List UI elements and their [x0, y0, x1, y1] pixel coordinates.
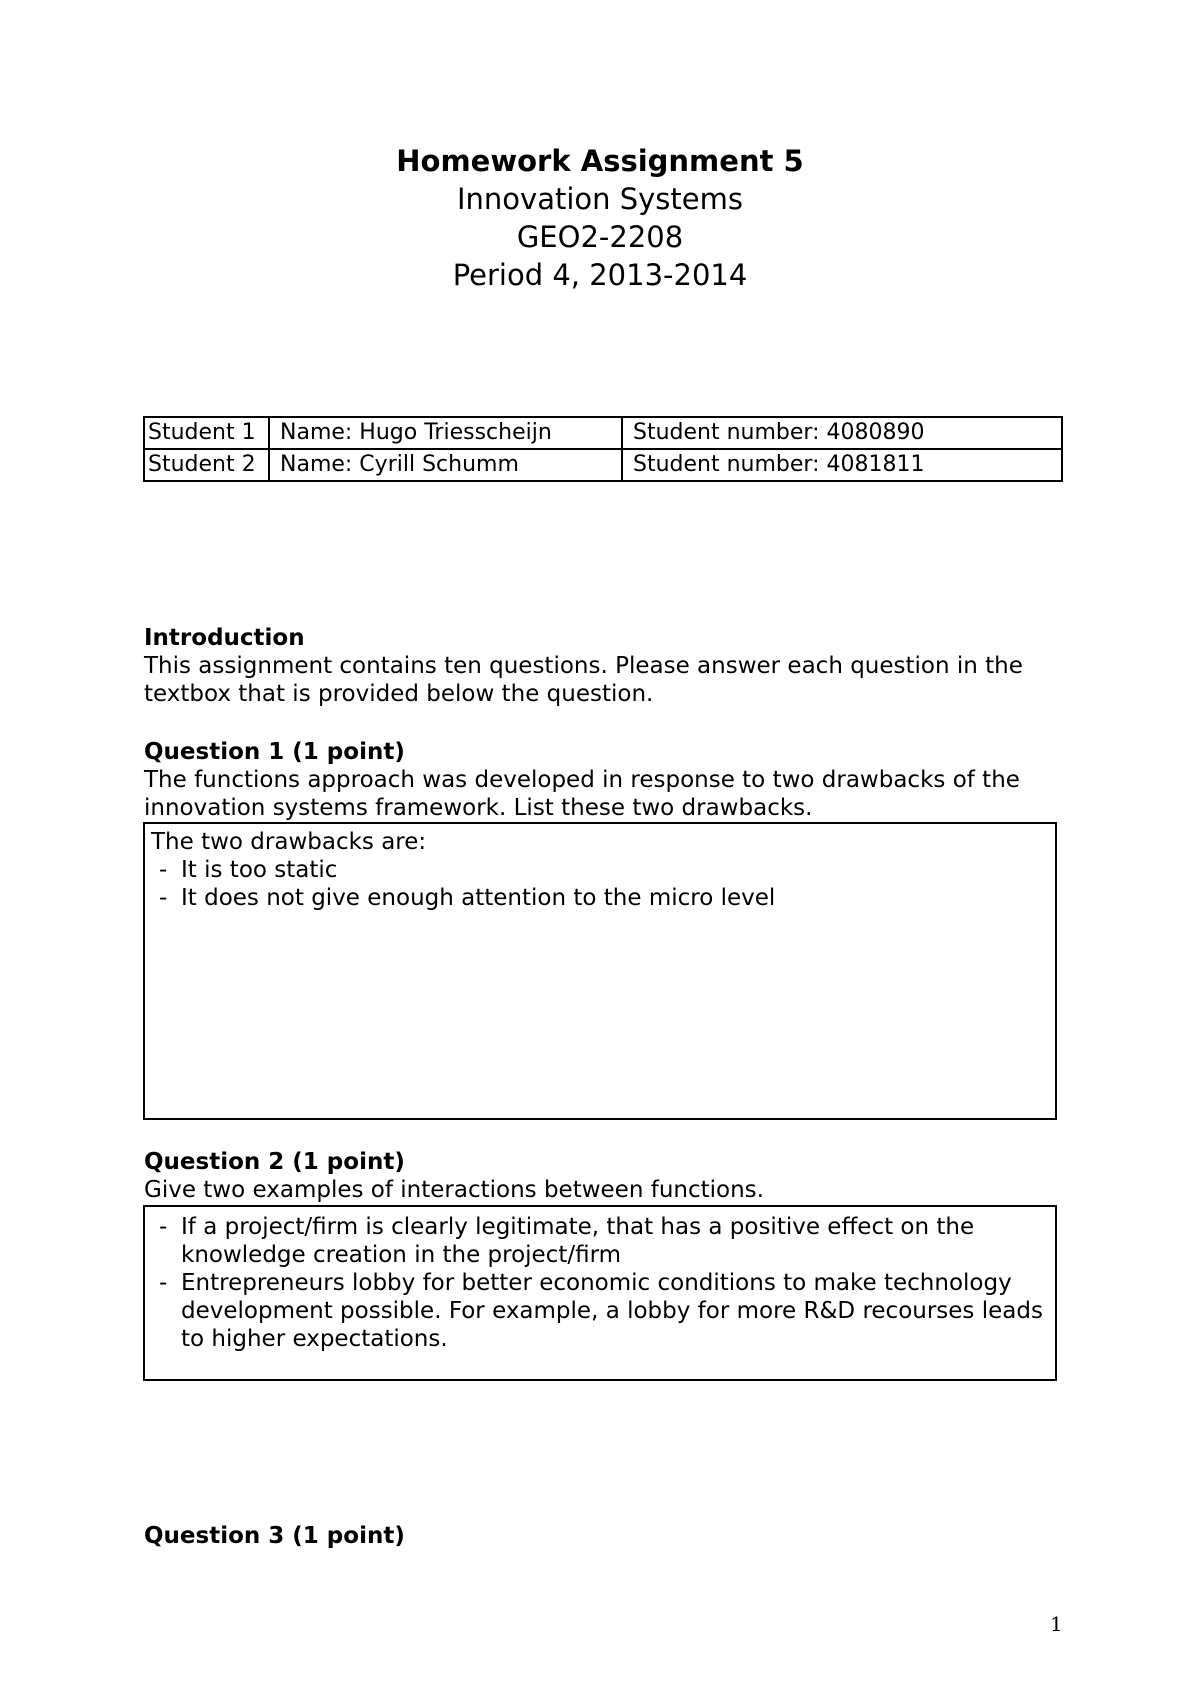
list-item: - Entrepreneurs lobby for better economic conditions to make technology development possible. For example, a lobby for more R&D recourses leads to higher expectations. [151, 1269, 1043, 1353]
answer-list [151, 856, 1049, 912]
question-1-section [144, 738, 1064, 822]
student-table [143, 416, 1063, 482]
document-header [0, 142, 1200, 294]
question-2-answer-box[interactable] [143, 1205, 1057, 1381]
answer-list [151, 1213, 1043, 1353]
question-2-section [144, 1148, 1064, 1204]
student-label: Student 2 [144, 449, 269, 481]
question-2-heading: Question 2 (1 point) [144, 1149, 405, 1175]
list-item: - It does not give enough attention to the micro level [151, 884, 1049, 912]
list-item: - If a project/firm is clearly legitimate, that has a positive effect on the knowledge creation in the project/firm [151, 1213, 1043, 1269]
course-code: GEO2-2208 [516, 220, 684, 254]
table-row [144, 417, 1062, 449]
question-2-text: Give two examples of interactions between functions. [144, 1177, 764, 1203]
question-3-section [144, 1522, 1064, 1550]
table-row [144, 449, 1062, 481]
document-title: Homework Assignment 5 [396, 144, 804, 178]
student-number: Student number: 4081811 [622, 449, 1062, 481]
answer-intro: The two drawbacks are: [151, 829, 427, 855]
list-item: - It is too static [151, 856, 1049, 884]
page-number: 1 [1050, 1612, 1063, 1636]
student-name: Name: Cyrill Schumm [269, 449, 622, 481]
student-label: Student 1 [144, 417, 269, 449]
student-name: Name: Hugo Triesscheijn [269, 417, 622, 449]
question-1-text: The functions approach was developed in response to two drawbacks of the innovation systems framework. List these two drawbacks. [144, 767, 1020, 821]
student-number: Student number: 4080890 [622, 417, 1062, 449]
introduction-heading: Introduction [144, 625, 305, 651]
question-3-heading: Question 3 (1 point) [144, 1523, 405, 1549]
course-name: Innovation Systems [456, 182, 743, 216]
introduction-section [144, 624, 1064, 708]
course-period: Period 4, 2013-2014 [452, 258, 748, 292]
question-1-answer-box[interactable] [143, 822, 1057, 1120]
introduction-text: This assignment contains ten questions. Please answer each question in the textbox that is provided below the question. [144, 653, 1023, 707]
question-1-heading: Question 1 (1 point) [144, 739, 405, 765]
